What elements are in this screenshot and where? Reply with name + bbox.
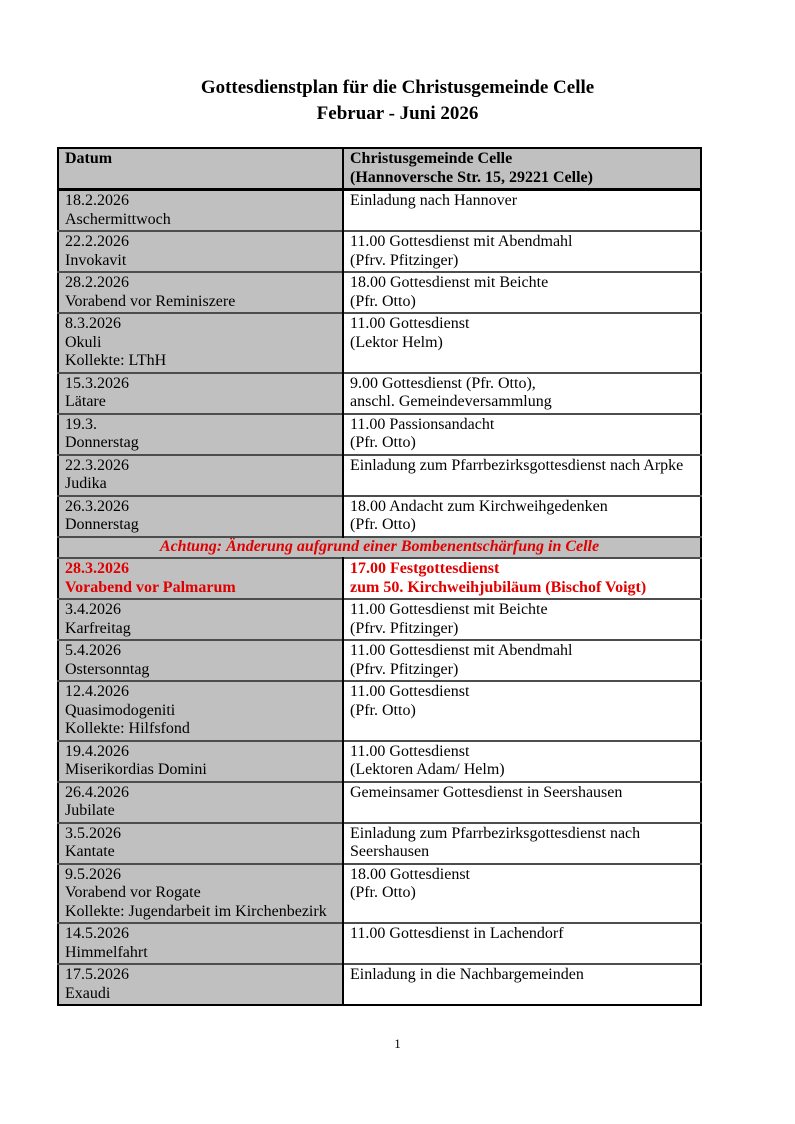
details-line: Einladung in die Nachbargemeinden (350, 966, 584, 983)
date-line: 8.3.2026 (65, 315, 121, 332)
details-line: (Pfr. Otto) (350, 434, 416, 451)
date-cell (58, 455, 343, 496)
details-cell (343, 558, 701, 599)
date-cell (58, 558, 343, 599)
details-line: 11.00 Gottesdienst mit Abendmahl (350, 642, 573, 659)
date-line: Vorabend vor Rogate (65, 884, 201, 901)
date-cell (58, 864, 343, 924)
date-line: 14.5.2026 (65, 925, 129, 942)
date-line: 22.3.2026 (65, 456, 129, 474)
date-cell (58, 923, 343, 964)
schedule-body (58, 190, 701, 1006)
date-line: 3.4.2026 (65, 601, 121, 618)
date-line: Ostersonntag (65, 660, 150, 678)
header-gemeinde-cell (343, 148, 701, 190)
details-line: 11.00 Gottesdienst (350, 683, 470, 700)
date-line: 5.4.2026 (65, 642, 121, 659)
header-row (58, 148, 701, 190)
details-line: (Pfrv. Pfitzinger) (350, 251, 459, 269)
details-cell (343, 373, 701, 414)
date-cell (58, 681, 343, 741)
details-cell (343, 496, 701, 537)
table-row (58, 782, 701, 823)
details-cell (343, 741, 701, 782)
table-row (58, 496, 701, 537)
table-row (58, 414, 701, 455)
date-line: Quasimodogeniti (65, 701, 176, 719)
details-line: 11.00 Gottesdienst (350, 315, 470, 332)
date-line: Kollekte: Jugendarbeit im Kirchenbezirk (65, 902, 327, 920)
details-cell (343, 313, 701, 373)
details-line: (Pfr. Otto) (350, 884, 416, 901)
date-cell (58, 231, 343, 272)
table-row (58, 923, 701, 964)
date-line: 12.4.2026 (65, 683, 129, 700)
date-cell (58, 640, 343, 681)
notice-text: Achtung: Änderung aufgrund einer Bombenentschärfung in Celle (58, 537, 701, 559)
header-datum-cell: Datum (58, 148, 343, 190)
header-gemeinde-line1: Christusgemeinde Celle (350, 150, 513, 167)
details-line: 11.00 Passionsandacht (350, 415, 495, 433)
table-row (58, 681, 701, 741)
details-line: (Pfrv. Pfitzinger) (350, 619, 459, 637)
details-line: (Pfrv. Pfitzinger) (350, 660, 459, 678)
details-line: Einladung zum Pfarrbezirksgottesdienst nach Arpke (350, 456, 684, 474)
details-line: zum 50. Kirchweihjubiläum (Bischof Voigt) (350, 578, 647, 596)
details-cell (343, 923, 701, 964)
details-line: 11.00 Gottesdienst mit Beichte (350, 601, 548, 618)
details-line: 18.00 Gottesdienst (350, 865, 470, 883)
date-line: Miserikordias Domini (65, 761, 207, 778)
document-title: Gottesdienstplan für die Christusgemeinde Celle (200, 77, 595, 98)
date-line: Exaudi (65, 984, 111, 1002)
date-line: Vorabend vor Palmarum (65, 578, 236, 596)
date-line: Jubilate (65, 802, 115, 819)
date-line: 26.3.2026 (65, 497, 129, 515)
details-cell (343, 640, 701, 681)
header-gemeinde-line2: (Hannoversche Str. 15, 29221 Celle) (350, 168, 593, 186)
date-line: Kantate (65, 843, 115, 860)
date-line: Okuli (65, 333, 102, 351)
date-cell (58, 599, 343, 640)
details-line: Einladung nach Hannover (350, 192, 518, 209)
table-row (58, 640, 701, 681)
table-row (58, 741, 701, 782)
table-row (58, 455, 701, 496)
date-cell (58, 741, 343, 782)
table-row (58, 313, 701, 373)
table-row (58, 823, 701, 864)
date-cell (58, 414, 343, 455)
date-cell (58, 496, 343, 537)
date-cell (58, 190, 343, 232)
date-line: Himmelfahrt (65, 943, 148, 961)
details-cell (343, 455, 701, 496)
details-line: (Lektor Helm) (350, 333, 443, 351)
details-cell (343, 272, 701, 313)
date-line: Donnerstag (65, 516, 139, 533)
date-line: Karfreitag (65, 619, 131, 637)
schedule-table (57, 147, 702, 1006)
date-cell (58, 782, 343, 823)
details-line: Einladung zum Pfarrbezirksgottesdienst nach (350, 824, 641, 842)
date-line: 3.5.2026 (65, 824, 121, 842)
date-line: 18.2.2026 (65, 192, 129, 209)
details-line: (Pfr. Otto) (350, 292, 416, 310)
date-line: 22.2.2026 (65, 233, 129, 250)
details-line: 9.00 Gottesdienst (Pfr. Otto), (350, 374, 536, 392)
date-line: Kollekte: Hilfsfond (65, 720, 190, 737)
date-line: 28.2.2026 (65, 274, 129, 291)
details-line: 11.00 Gottesdienst in Lachendorf (350, 925, 564, 942)
details-line: 18.00 Andacht zum Kirchweihgedenken (350, 497, 608, 515)
details-line: Gemeinsamer Gottesdienst in Seershausen (350, 783, 623, 801)
date-line: Invokavit (65, 251, 127, 269)
details-cell (343, 231, 701, 272)
date-line: Donnerstag (65, 434, 139, 451)
details-cell (343, 782, 701, 823)
details-line: (Lektoren Adam/ Helm) (350, 761, 505, 778)
table-row (58, 558, 701, 599)
page-number: 1 (394, 1036, 401, 1051)
date-line: Aschermittwoch (65, 210, 171, 228)
date-cell (58, 313, 343, 373)
date-line: Vorabend vor Reminiszere (65, 292, 236, 310)
date-line: Lätare (65, 393, 106, 410)
table-row (58, 272, 701, 313)
date-line: 19.3. (65, 415, 97, 433)
document-subtitle: Februar - Juni 2026 (316, 103, 479, 124)
table-row (58, 373, 701, 414)
date-cell (58, 373, 343, 414)
details-line: 18.00 Gottesdienst mit Beichte (350, 274, 549, 291)
table-row (58, 231, 701, 272)
details-cell (343, 681, 701, 741)
table-row (58, 964, 701, 1005)
table-row (58, 864, 701, 924)
date-line: 26.4.2026 (65, 783, 129, 801)
details-cell (343, 864, 701, 924)
table-row (58, 599, 701, 640)
details-line: (Pfr. Otto) (350, 701, 416, 719)
details-line: (Pfr. Otto) (350, 516, 416, 533)
details-cell (343, 599, 701, 640)
details-cell (343, 964, 701, 1005)
date-line: 9.5.2026 (65, 865, 121, 883)
date-line: Kollekte: LThH (65, 352, 167, 369)
document-title-block (0, 75, 795, 127)
date-line: 19.4.2026 (65, 742, 129, 760)
date-cell (58, 823, 343, 864)
details-line: 11.00 Gottesdienst mit Abendmahl (350, 233, 573, 250)
details-line: anschl. Gemeindeversammlung (350, 393, 552, 410)
details-line: 17.00 Festgottesdienst (350, 560, 500, 577)
details-line: 11.00 Gottesdienst (350, 742, 470, 760)
date-line: Judika (65, 475, 107, 492)
details-cell (343, 414, 701, 455)
details-line: Seershausen (350, 843, 430, 860)
date-cell (58, 964, 343, 1005)
details-cell (343, 190, 701, 232)
notice-row (58, 537, 701, 559)
date-line: 15.3.2026 (65, 374, 129, 392)
date-line: 17.5.2026 (65, 966, 129, 983)
table-row (58, 190, 701, 232)
date-line: 28.3.2026 (65, 560, 129, 577)
date-cell (58, 272, 343, 313)
details-cell (343, 823, 701, 864)
